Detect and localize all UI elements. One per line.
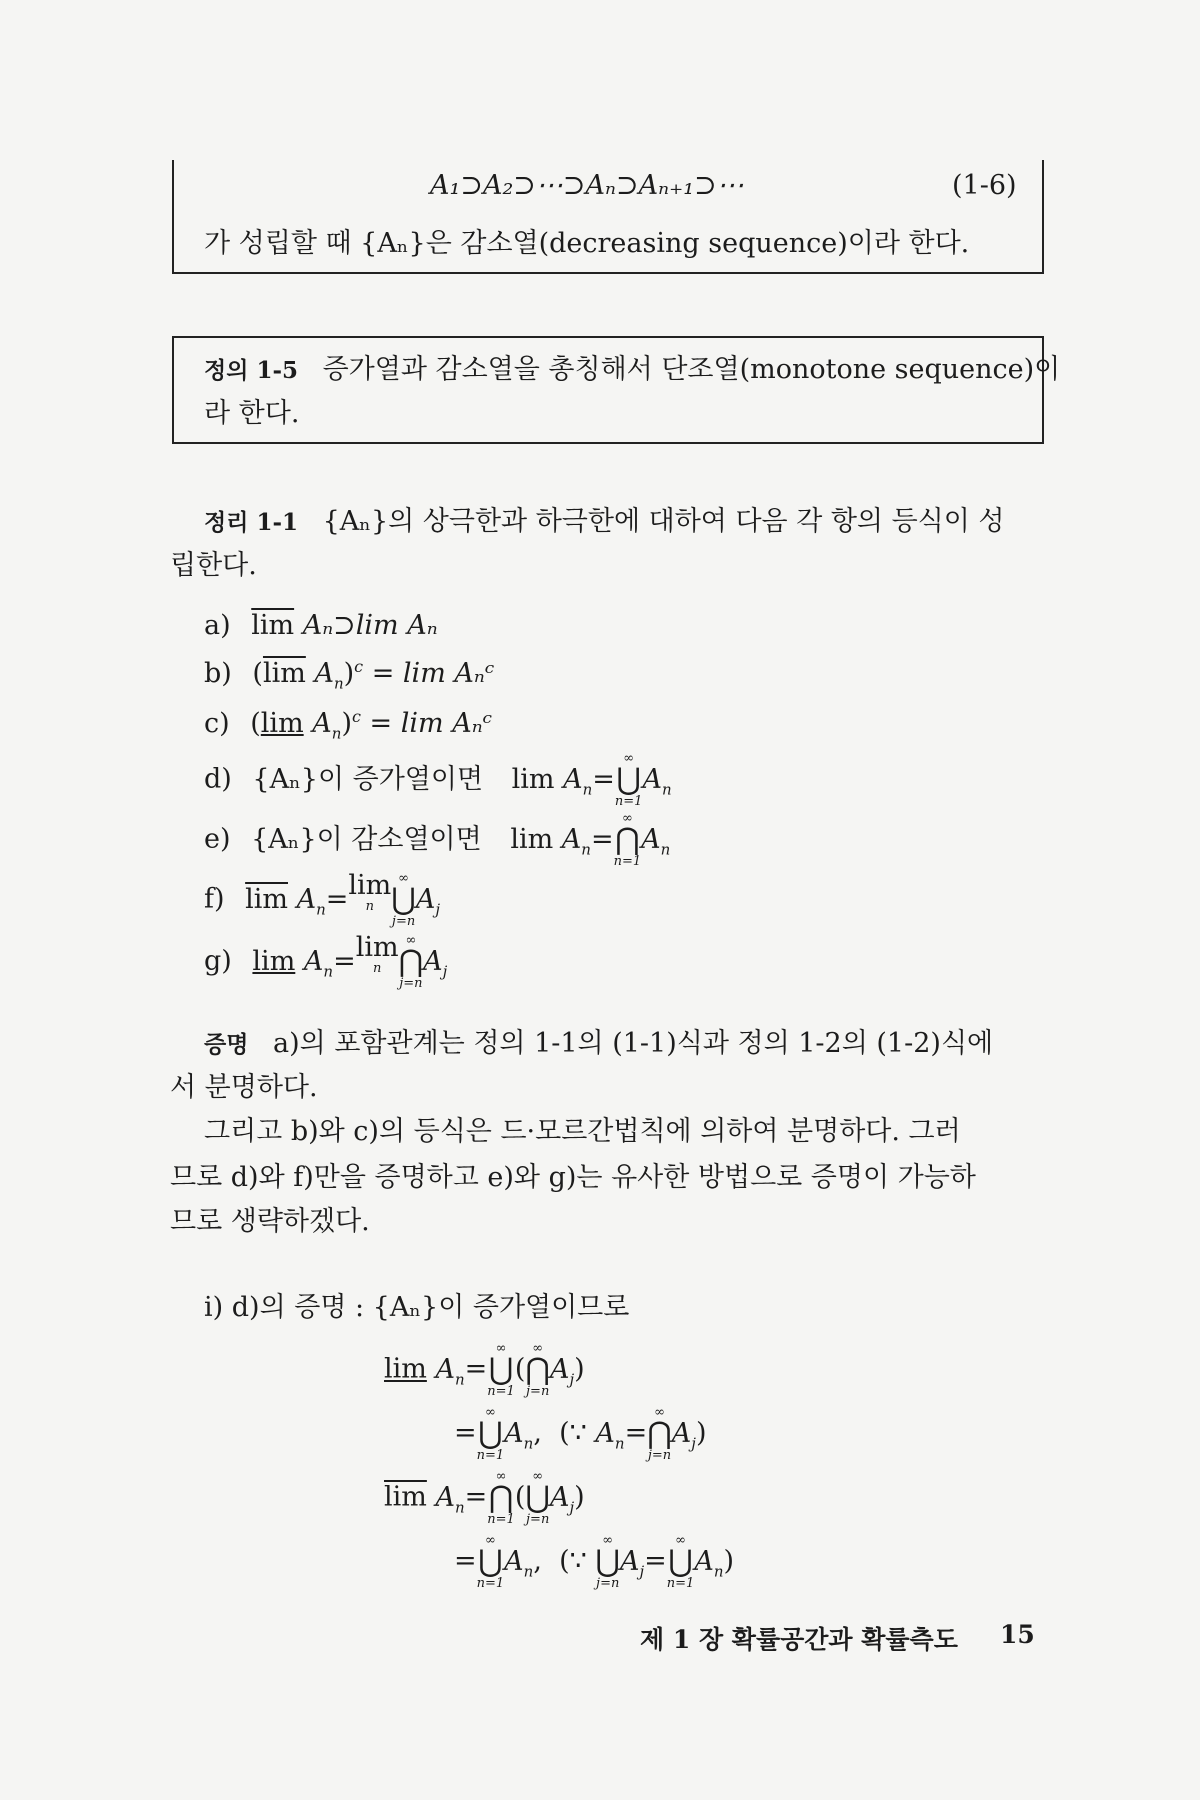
item-c-tag: c) [204, 708, 230, 739]
item-e: e) {Aₙ}이 감소열이면 $\lim A_n=$ ∞ ⋂ n=1 $A_n$ [204, 811, 671, 869]
display-eq-3: $\overline{lim}$ $A_n=$ ∞ ⋂ n=1 ( ∞ ⋃ j=n $A_j$) [384, 1469, 585, 1527]
item-b: b) ($\overline{lim}$ $A_n)^c = \lim$ Aₙᶜ [204, 657, 495, 693]
item-d-tag: d) [204, 763, 232, 795]
proof-text-1: a)의 포함관계는 정의 1-1의 (1-1)식과 정의 1-2의 (1-2)식에 [273, 1028, 994, 1059]
item-a-body: Aₙ⊃lim Aₙ [302, 610, 438, 641]
eq-1-6-formula: A₁⊃A₂⊃⋯⊃Aₙ⊃Aₙ₊₁⊃⋯ [430, 170, 744, 201]
item-f: f) $\overline{lim}$ $A_n=\lim$ n ∞ ⋃ j=n $A_j$ [204, 870, 441, 929]
item-e-text: {Aₙ}이 감소열이면 [251, 823, 482, 855]
item-d-text: {Aₙ}이 증가열이면 [252, 763, 484, 795]
proof-line-2: 서 분명하다. [170, 1072, 318, 1103]
item-b-body: = lim Aₙᶜ [371, 658, 495, 689]
item-g-tag: g) [204, 945, 232, 977]
item-c-body: = lim Aₙᶜ [369, 708, 493, 739]
display-eq-4: = ∞ ⋃ n=1 $A_n$, (∵ ∞ ⋃ j=n $A_j=$ ∞ ⋃ n=1 $A_n$) [454, 1533, 735, 1591]
item-c: c) (lim $A_n)^c = \lim$ Aₙᶜ [204, 707, 493, 743]
proof-line-1 [204, 1026, 993, 1061]
proof-line-4: 므로 d)와 f)만을 증명하고 e)와 g)는 유사한 방법으로 증명이 가능하 [170, 1162, 976, 1193]
definition-line-1 [204, 352, 1060, 387]
decreasing-sequence-text: 가 성립할 때 {Aₙ}은 감소열(decreasing sequence)이라 한다. [204, 228, 970, 259]
definition-text-1: 증가열과 감소열을 총칭해서 단조열(monotone sequence)이 [322, 354, 1061, 385]
proof-line-5: 므로 생략하겠다. [170, 1206, 370, 1237]
theorem-text-1: {Aₙ}의 상극한과 하극한에 대하여 다음 각 항의 등식이 성 [322, 506, 1005, 537]
display-eq-2: = ∞ ⋃ n=1 $A_n$, (∵ $A_n=$ ∞ ⋂ j=n $A_j$) [454, 1405, 707, 1463]
page-number: 15 [1000, 1620, 1035, 1649]
item-f-tag: f) [204, 883, 225, 915]
definition-line-2: 라 한다. [204, 398, 300, 429]
proof-line-3: 그리고 b)와 c)의 등식은 드·모르간법칙에 의하여 분명하다. 그러 [204, 1116, 961, 1147]
item-a-tag: a) [204, 610, 231, 641]
item-g: g) $\lim A_n=\lim$ n ∞ ⋂ j=n $A_j$ [204, 932, 448, 991]
eq-number-1-6: (1-6) [952, 170, 1017, 201]
proof-subheading: i) d)의 증명 : {Aₙ}이 증가열이므로 [204, 1292, 630, 1323]
definition-label: 정의 1-5 [204, 357, 298, 384]
item-b-tag: b) [204, 658, 232, 689]
proof-label: 증명 [204, 1031, 249, 1058]
theorem-line-1 [204, 504, 1005, 539]
footer-chapter: 제 1 장 확률공간과 확률측도 [640, 1625, 958, 1654]
item-d: d) {Aₙ}이 증가열이면 $\lim A_n=$ ∞ ⋃ n=1 $A_n$ [204, 751, 672, 809]
display-eq-1: $\lim A_n=$ ∞ ⋃ n=1 ( ∞ ⋂ j=n $A_j$) [384, 1341, 585, 1399]
theorem-label: 정리 1-1 [204, 509, 298, 536]
item-e-tag: e) [204, 823, 231, 855]
item-a: a) $\overline{lim}$ Aₙ⊃lim Aₙ [204, 610, 438, 641]
theorem-line-2: 립한다. [170, 550, 257, 581]
